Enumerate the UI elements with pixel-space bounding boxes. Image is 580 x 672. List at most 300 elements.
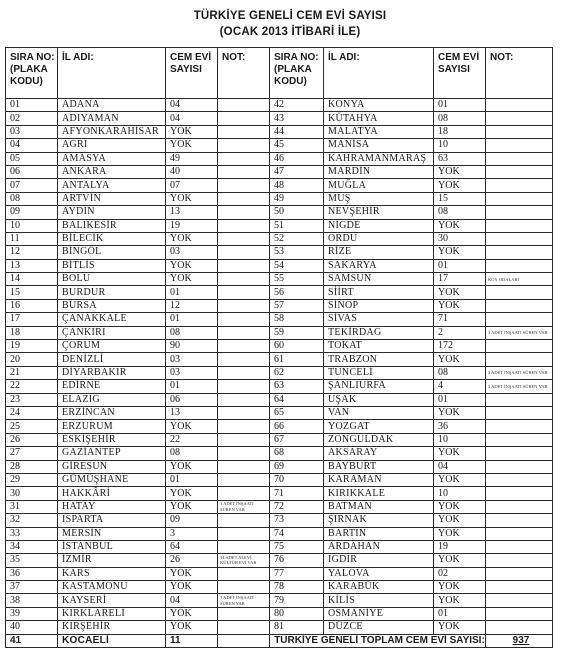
right-cem-cell: YOK [434, 246, 486, 259]
left-not-cell [218, 232, 270, 245]
left-cem-cell: YOK [166, 125, 218, 138]
right-cem-cell: 172 [434, 340, 486, 353]
left-no-cell: 28 [6, 460, 58, 473]
left-il-cell: AĞRI [58, 139, 166, 152]
left-il-cell: GİRESUN [58, 460, 166, 473]
left-no-cell: 39 [6, 607, 58, 620]
table-row [6, 581, 553, 594]
table-body [6, 48, 553, 648]
right-not-cell [486, 299, 553, 312]
left-cem-cell: 12 [166, 299, 218, 312]
left-no-cell: 34 [6, 540, 58, 553]
header-il-left: İL ADI: [58, 48, 166, 99]
right-il-cell: ORDU [324, 232, 434, 245]
right-il-cell: VAN [324, 406, 434, 419]
right-cem-cell: YOK [434, 219, 486, 232]
table-row [6, 313, 553, 326]
right-not-cell [486, 594, 553, 607]
left-il-cell: ARTVİN [58, 192, 166, 205]
left-il-cell: EDİRNE [58, 380, 166, 393]
left-cem-cell: 07 [166, 179, 218, 192]
table-row [6, 527, 553, 540]
left-cem-cell: 01 [166, 313, 218, 326]
left-not-cell [218, 567, 270, 580]
left-cem-cell: 40 [166, 165, 218, 178]
right-cem-cell: 08 [434, 206, 486, 219]
left-cem-cell: YOK [166, 139, 218, 152]
left-il-cell: BİNGÖL [58, 246, 166, 259]
left-il-cell: HAKKÂRİ [58, 487, 166, 500]
left-cem-cell: YOK [166, 487, 218, 500]
left-not-cell [218, 313, 270, 326]
left-il-cell: DENİZLİ [58, 353, 166, 366]
right-il-cell: BATMAN [324, 500, 434, 513]
left-cem-cell: 01 [166, 473, 218, 486]
table-row [6, 139, 553, 152]
table-row [6, 540, 553, 553]
right-no-cell: 48 [270, 179, 324, 192]
right-il-cell: ŞANLIURFA [324, 380, 434, 393]
table-row [6, 420, 553, 433]
right-no-cell: 59 [270, 326, 324, 339]
right-no-cell: 64 [270, 393, 324, 406]
table-row [6, 594, 553, 607]
left-not-cell [218, 219, 270, 232]
right-cem-cell: 4 [434, 380, 486, 393]
right-no-cell: 75 [270, 540, 324, 553]
table-row [6, 259, 553, 272]
left-not-cell [218, 192, 270, 205]
left-no-cell: 18 [6, 326, 58, 339]
right-cem-cell: 01 [434, 259, 486, 272]
left-cem-cell: 64 [166, 540, 218, 553]
table-row [6, 487, 553, 500]
table-row [6, 380, 553, 393]
left-no-cell: 01 [6, 99, 58, 112]
right-no-cell: 47 [270, 165, 324, 178]
right-il-cell: KARABÜK [324, 581, 434, 594]
right-il-cell: RİZE [324, 246, 434, 259]
left-not-cell: 14 ADET ALEVİ KÜLTÜR EVİ VAR [218, 554, 270, 567]
right-il-cell: OSMANİYE [324, 607, 434, 620]
left-cem-cell: 90 [166, 340, 218, 353]
right-il-cell: KONYA [324, 99, 434, 112]
right-il-cell: ZONGULDAK [324, 433, 434, 446]
table-row [6, 179, 553, 192]
left-il-cell: ESKİŞEHİR [58, 433, 166, 446]
left-il-cell: ÇANAKKALE [58, 313, 166, 326]
right-no-cell: 67 [270, 433, 324, 446]
left-il-cell: ADANA [58, 99, 166, 112]
table-row [6, 219, 553, 232]
right-il-cell: IĞDIR [324, 554, 434, 567]
table-row [6, 232, 553, 245]
right-no-cell: 55 [270, 273, 324, 286]
left-il-cell: ERZİNCAN [58, 406, 166, 419]
right-il-cell: NİĞDE [324, 219, 434, 232]
left-no-cell: 37 [6, 581, 58, 594]
right-not-cell [486, 500, 553, 513]
left-no-cell: 38 [6, 594, 58, 607]
left-no-cell: 25 [6, 420, 58, 433]
left-not-cell [218, 634, 270, 647]
left-il-cell: ANTALYA [58, 179, 166, 192]
left-il-cell: BALIKESİR [58, 219, 166, 232]
right-cem-cell: 01 [434, 607, 486, 620]
left-cem-cell: YOK [166, 607, 218, 620]
right-cem-cell: 04 [434, 460, 486, 473]
right-not-cell [486, 406, 553, 419]
table-row [6, 634, 553, 647]
left-not-cell [218, 299, 270, 312]
left-no-cell: 40 [6, 621, 58, 634]
right-no-cell: 76 [270, 554, 324, 567]
right-no-cell: 62 [270, 366, 324, 379]
left-il-cell: AFYONKARAHİSAR [58, 125, 166, 138]
right-no-cell: 79 [270, 594, 324, 607]
right-cem-cell: YOK [434, 514, 486, 527]
right-no-cell: 45 [270, 139, 324, 152]
left-not-cell [218, 487, 270, 500]
table-row [6, 447, 553, 460]
table-row [6, 353, 553, 366]
right-not-cell [486, 353, 553, 366]
table-row [6, 406, 553, 419]
right-not-cell [486, 165, 553, 178]
left-no-cell: 13 [6, 259, 58, 272]
right-not-cell [486, 393, 553, 406]
right-il-cell: SİİRT [324, 286, 434, 299]
right-cem-cell: YOK [434, 594, 486, 607]
left-cem-cell: 04 [166, 99, 218, 112]
left-il-cell: KARS [58, 567, 166, 580]
right-il-cell: KÜTAHYA [324, 112, 434, 125]
right-no-cell: 54 [270, 259, 324, 272]
header-not-right: NOT: [486, 48, 553, 99]
left-no-cell: 35 [6, 554, 58, 567]
right-il-cell: SİNOP [324, 299, 434, 312]
table-row [6, 326, 553, 339]
table-row [6, 514, 553, 527]
right-not-cell [486, 259, 553, 272]
left-il-cell: AYDIN [58, 206, 166, 219]
right-no-cell: 53 [270, 246, 324, 259]
right-not-cell [486, 447, 553, 460]
right-not-cell [486, 433, 553, 446]
right-cem-cell: YOK [434, 406, 486, 419]
left-not-cell [218, 447, 270, 460]
left-il-cell: ÇANKIRI [58, 326, 166, 339]
right-il-cell: SAMSUN [324, 273, 434, 286]
left-cem-cell: YOK [166, 567, 218, 580]
left-il-cell: BOLU [58, 273, 166, 286]
table-row [6, 112, 553, 125]
left-not-cell [218, 165, 270, 178]
left-no-cell: 30 [6, 487, 58, 500]
left-no-cell: 26 [6, 433, 58, 446]
right-cem-cell: YOK [434, 473, 486, 486]
right-no-cell: 70 [270, 473, 324, 486]
right-no-cell: 61 [270, 353, 324, 366]
table-row [6, 607, 553, 620]
left-no-cell: 14 [6, 273, 58, 286]
right-no-cell: 49 [270, 192, 324, 205]
right-il-cell: KİLİS [324, 594, 434, 607]
right-cem-cell: 36 [434, 420, 486, 433]
right-cem-cell: 63 [434, 152, 486, 165]
right-il-cell: SİVAS [324, 313, 434, 326]
table-row [6, 567, 553, 580]
right-no-cell: 52 [270, 232, 324, 245]
left-il-cell: ISPARTA [58, 514, 166, 527]
left-not-cell [218, 621, 270, 634]
left-not-cell [218, 246, 270, 259]
left-no-cell: 12 [6, 246, 58, 259]
left-il-cell: BURDUR [58, 286, 166, 299]
left-no-cell: 08 [6, 192, 58, 205]
table-row [6, 286, 553, 299]
right-no-cell: 73 [270, 514, 324, 527]
left-il-cell: KASTAMONU [58, 581, 166, 594]
right-cem-cell: YOK [434, 299, 486, 312]
left-cem-cell: 09 [166, 514, 218, 527]
left-il-cell: KOCAELİ [58, 634, 166, 647]
left-no-cell: 36 [6, 567, 58, 580]
right-not-cell [486, 340, 553, 353]
table-row [6, 165, 553, 178]
right-cem-cell: 01 [434, 393, 486, 406]
total-value: 937 [486, 634, 553, 647]
right-not-cell [486, 420, 553, 433]
left-no-cell: 31 [6, 500, 58, 513]
right-cem-cell: 10 [434, 433, 486, 446]
right-not-cell [486, 554, 553, 567]
left-not-cell [218, 259, 270, 272]
right-il-cell: NEVŞEHİR [324, 206, 434, 219]
right-not-cell [486, 540, 553, 553]
right-not-cell [486, 206, 553, 219]
left-cem-cell: YOK [166, 273, 218, 286]
left-not-cell [218, 406, 270, 419]
left-no-cell: 07 [6, 179, 58, 192]
right-not-cell [486, 192, 553, 205]
right-not-cell [486, 621, 553, 634]
right-not-cell [486, 286, 553, 299]
left-il-cell: ÇORUM [58, 340, 166, 353]
left-no-cell: 04 [6, 139, 58, 152]
left-not-cell [218, 473, 270, 486]
left-not-cell [218, 607, 270, 620]
left-cem-cell: YOK [166, 460, 218, 473]
right-no-cell: 60 [270, 340, 324, 353]
left-not-cell [218, 366, 270, 379]
left-il-cell: BİLECİK [58, 232, 166, 245]
right-cem-cell: 01 [434, 99, 486, 112]
right-not-cell [486, 487, 553, 500]
left-il-cell: ERZURUM [58, 420, 166, 433]
left-no-cell: 19 [6, 340, 58, 353]
left-cem-cell: 19 [166, 219, 218, 232]
left-no-cell: 29 [6, 473, 58, 486]
table-row [6, 460, 553, 473]
table-row [6, 99, 553, 112]
header-cem-left: CEM EVİ SAYISI [166, 48, 218, 99]
left-cem-cell: 11 [166, 634, 218, 647]
left-il-cell: KIRŞEHİR [58, 621, 166, 634]
right-not-cell [486, 567, 553, 580]
right-cem-cell: 15 [434, 192, 486, 205]
table-row [6, 433, 553, 446]
right-no-cell: 56 [270, 286, 324, 299]
right-not-cell [486, 139, 553, 152]
left-no-cell: 24 [6, 406, 58, 419]
right-il-cell: TRABZON [324, 353, 434, 366]
table-row [6, 273, 553, 286]
left-no-cell: 33 [6, 527, 58, 540]
right-no-cell: 68 [270, 447, 324, 460]
left-not-cell [218, 125, 270, 138]
left-cem-cell: 01 [166, 380, 218, 393]
right-cem-cell: 08 [434, 112, 486, 125]
left-cem-cell: 13 [166, 206, 218, 219]
left-no-cell: 21 [6, 366, 58, 379]
left-cem-cell: 26 [166, 554, 218, 567]
right-not-cell [486, 514, 553, 527]
right-not-cell: 1 ADET İNŞAATI SÜREN VAR [486, 326, 553, 339]
right-il-cell: SAKARYA [324, 259, 434, 272]
left-cem-cell: YOK [166, 500, 218, 513]
right-not-cell [486, 219, 553, 232]
left-no-cell: 27 [6, 447, 58, 460]
left-no-cell: 06 [6, 165, 58, 178]
right-no-cell: 69 [270, 460, 324, 473]
right-cem-cell: YOK [434, 179, 486, 192]
table-row [6, 299, 553, 312]
left-not-cell [218, 273, 270, 286]
right-no-cell: 77 [270, 567, 324, 580]
right-il-cell: UŞAK [324, 393, 434, 406]
left-no-cell: 02 [6, 112, 58, 125]
table-row [6, 206, 553, 219]
left-cem-cell: 03 [166, 246, 218, 259]
right-not-cell: 3 ADET İNŞAATI SÜREN VAR [486, 366, 553, 379]
right-cem-cell: 19 [434, 540, 486, 553]
right-il-cell: TOKAT [324, 340, 434, 353]
left-cem-cell: YOK [166, 621, 218, 634]
right-cem-cell: YOK [434, 554, 486, 567]
left-not-cell [218, 527, 270, 540]
table-row [6, 192, 553, 205]
left-cem-cell: 08 [166, 447, 218, 460]
table-row [6, 366, 553, 379]
left-no-cell: 16 [6, 299, 58, 312]
right-cem-cell: 18 [434, 125, 486, 138]
right-not-cell: 3 ADET İNŞAATI SÜREN VAR [486, 380, 553, 393]
left-no-cell: 20 [6, 353, 58, 366]
table-row [6, 500, 553, 513]
right-no-cell: 80 [270, 607, 324, 620]
left-no-cell: 03 [6, 125, 58, 138]
left-cem-cell: YOK [166, 232, 218, 245]
table-row [6, 340, 553, 353]
table-row [6, 152, 553, 165]
left-il-cell: MERSİN [58, 527, 166, 540]
right-not-cell: KÖY ODALARI [486, 273, 553, 286]
right-il-cell: YOZGAT [324, 420, 434, 433]
right-not-cell [486, 152, 553, 165]
right-no-cell: 74 [270, 527, 324, 540]
right-il-cell: ARDAHAN [324, 540, 434, 553]
right-not-cell [486, 607, 553, 620]
right-cem-cell: YOK [434, 621, 486, 634]
right-no-cell: 43 [270, 112, 324, 125]
left-no-cell: 05 [6, 152, 58, 165]
right-il-cell: TUNCELİ [324, 366, 434, 379]
right-no-cell: 65 [270, 406, 324, 419]
right-cem-cell: 71 [434, 313, 486, 326]
total-label: TÜRKİYE GENELİ TOPLAM CEM EVİ SAYISI: [270, 634, 486, 647]
left-il-cell: KIRKLARELİ [58, 607, 166, 620]
table-row [6, 554, 553, 567]
left-not-cell [218, 340, 270, 353]
right-il-cell: MARDİN [324, 165, 434, 178]
header-no-right: SIRA NO: (PLAKA KODU) [270, 48, 324, 99]
left-not-cell [218, 460, 270, 473]
left-cem-cell: YOK [166, 420, 218, 433]
left-no-cell: 10 [6, 219, 58, 232]
left-not-cell [218, 514, 270, 527]
right-cem-cell: 02 [434, 567, 486, 580]
right-cem-cell: YOK [434, 500, 486, 513]
left-il-cell: DİYARBAKIR [58, 366, 166, 379]
left-il-cell: HATAY [58, 500, 166, 513]
left-cem-cell: 06 [166, 393, 218, 406]
header-cem-right: CEM EVİ SAYISI [434, 48, 486, 99]
left-not-cell [218, 380, 270, 393]
left-not-cell [218, 99, 270, 112]
right-not-cell [486, 179, 553, 192]
right-no-cell: 81 [270, 621, 324, 634]
left-not-cell: 1 ADET İNŞAATI SÜREN VAR [218, 500, 270, 513]
right-il-cell: KAHRAMANMARAŞ [324, 152, 434, 165]
right-not-cell [486, 473, 553, 486]
left-il-cell: GÜMÜŞHANE [58, 473, 166, 486]
right-no-cell: 78 [270, 581, 324, 594]
document-title [0, 8, 580, 40]
left-no-cell: 17 [6, 313, 58, 326]
left-il-cell: GAZİANTEP [58, 447, 166, 460]
right-il-cell: KIRIKKALE [324, 487, 434, 500]
left-cem-cell: 49 [166, 152, 218, 165]
left-not-cell [218, 179, 270, 192]
right-il-cell: MUŞ [324, 192, 434, 205]
right-cem-cell: 30 [434, 232, 486, 245]
left-not-cell [218, 540, 270, 553]
left-no-cell: 41 [6, 634, 58, 647]
right-il-cell: YALOVA [324, 567, 434, 580]
left-il-cell: ELAZIĞ [58, 393, 166, 406]
right-not-cell [486, 125, 553, 138]
header-not-left: NOT: [218, 48, 270, 99]
right-not-cell [486, 313, 553, 326]
left-not-cell [218, 286, 270, 299]
left-not-cell [218, 393, 270, 406]
right-no-cell: 42 [270, 99, 324, 112]
left-not-cell [218, 581, 270, 594]
right-il-cell: AKSARAY [324, 447, 434, 460]
right-il-cell: TEKİRDAĞ [324, 326, 434, 339]
left-no-cell: 23 [6, 393, 58, 406]
